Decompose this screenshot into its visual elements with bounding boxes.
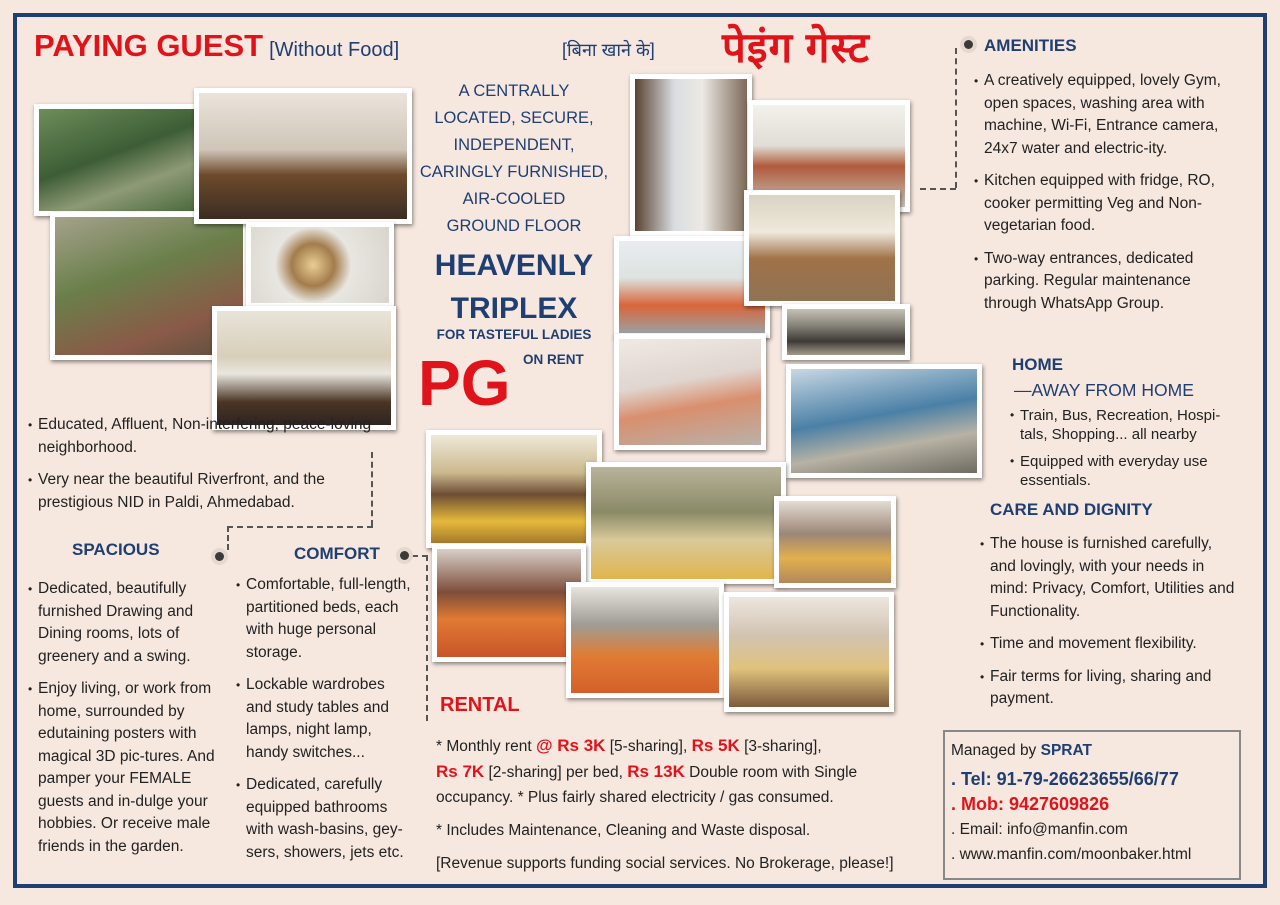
connector-line bbox=[920, 188, 956, 190]
website[interactable]: . www.manfin.com/moonbaker.html bbox=[951, 846, 1192, 863]
hindi-title: पेइंग गेस्ट bbox=[722, 24, 870, 71]
desc-line: CARINGLY FURNISHED, bbox=[419, 163, 609, 181]
pg-label: PG bbox=[418, 347, 511, 419]
list-item: • Kitchen equipped with fridge, RO, cooker permitting Veg and Non-vegetarian food. bbox=[974, 170, 1236, 238]
email[interactable]: . Email: info@manfin.com bbox=[951, 821, 1128, 838]
list-item: • Time and movement flexibility. bbox=[980, 633, 1238, 656]
list-item: • Dedicated, beautifully furnished Drawing and Dining rooms, lots of greenery and a swing. bbox=[28, 578, 218, 668]
neighborhood-list bbox=[28, 414, 400, 514]
mobile: . Mob: 9427609826 bbox=[951, 794, 1110, 814]
title-text: PAYING GUEST bbox=[34, 28, 264, 63]
bedroom-photo bbox=[432, 544, 586, 662]
dining-room-photo bbox=[212, 306, 396, 430]
list-item: • Educated, Affluent, Non-interfering, peace-loving neighborhood. bbox=[28, 414, 400, 459]
rental-text: [5-sharing], bbox=[605, 738, 692, 755]
list-item: • Dedicated, carefully equipped bathrooms with wash-basins, gey-sers, showers, jets etc. bbox=[236, 774, 412, 864]
rental-text: [2-sharing] per bed, bbox=[484, 764, 628, 781]
rental-text: Double room with Single occupancy. * Plus fairly shared electricity / gas consumed. bbox=[436, 764, 858, 806]
bedroom-photo bbox=[774, 496, 896, 588]
chandelier-photo bbox=[246, 222, 394, 308]
list-item: • A creatively equipped, lovely Gym, open spaces, washing area with machine, Wi-Fi, Entrance camera, 24x7 water and electric-ity. bbox=[974, 70, 1236, 160]
list-item: • The house is furnished carefully, and lovingly, with your needs in mind: Privacy, Comfort, Utilities and Functionality. bbox=[980, 533, 1238, 623]
page-title bbox=[34, 28, 399, 64]
bedroom-photo bbox=[724, 592, 894, 712]
desc-line: INDEPENDENT, bbox=[453, 136, 575, 154]
kitchen-photo bbox=[744, 190, 900, 306]
list-item: • Train, Bus, Recreation, Hospi-tals, Shopping... all nearby bbox=[1010, 406, 1246, 444]
desc-line: A CENTRALLY bbox=[458, 82, 570, 100]
section-dot bbox=[215, 552, 224, 561]
washing-area-photo bbox=[630, 74, 752, 236]
price-2-sharing: Rs 7K bbox=[436, 762, 485, 781]
tasteful-ladies: FOR TASTEFUL LADIES bbox=[436, 327, 592, 342]
telephone: . Tel: 91-79-26623655/66/77 bbox=[951, 769, 1179, 789]
connector-line bbox=[227, 526, 229, 550]
comfort-heading: COMFORT bbox=[294, 544, 380, 563]
price-5-sharing: @ Rs 3K bbox=[535, 736, 606, 755]
managed-by-name: SPRAT bbox=[1040, 742, 1093, 759]
hindi-subtitle: [बिना खाने के] bbox=[562, 40, 655, 60]
bedroom-photo bbox=[586, 462, 786, 584]
on-rent: ON RENT bbox=[523, 352, 584, 367]
bedroom-photo bbox=[566, 582, 724, 698]
comfort-list bbox=[236, 574, 412, 864]
riverfront-photo bbox=[786, 364, 982, 478]
desc-line: AIR-COOLED bbox=[462, 190, 566, 208]
rental-revenue-note: [Revenue supports funding social services. No Brokerage, please!] bbox=[436, 855, 894, 872]
section-dot bbox=[964, 40, 973, 49]
home-subheading: —AWAY FROM HOME bbox=[1014, 380, 1194, 400]
rental-details bbox=[436, 733, 932, 876]
heavenly-line: HEAVENLY bbox=[434, 249, 594, 282]
list-item: • Enjoy living, or work from home, surrounded by edutaining posters with magical 3D pic-tures. And pamper your FEMALE guests and in-dulge your hobbies. Or receive male friends in the garden. bbox=[28, 678, 218, 858]
amenities-list bbox=[974, 70, 1236, 315]
list-item: • Equipped with everyday use essentials. bbox=[1010, 452, 1246, 490]
title-subtitle: [Without Food] bbox=[269, 39, 400, 61]
list-item: • Comfortable, full-length, partitioned beds, each with huge personal storage. bbox=[236, 574, 412, 664]
home-list bbox=[1010, 406, 1246, 490]
rental-heading: RENTAL bbox=[440, 694, 520, 716]
care-list bbox=[980, 533, 1238, 711]
home-heading: HOME bbox=[1012, 355, 1063, 374]
connector-line bbox=[227, 526, 373, 528]
rental-text: [3-sharing], bbox=[739, 738, 822, 755]
amenities-heading: AMENITIES bbox=[984, 36, 1077, 55]
spacious-heading: SPACIOUS bbox=[72, 540, 160, 559]
connector-line bbox=[371, 452, 373, 526]
connector-line bbox=[955, 48, 957, 188]
rental-includes: * Includes Maintenance, Cleaning and Waste disposal. bbox=[436, 822, 811, 839]
price-double-room: Rs 13K bbox=[627, 762, 685, 781]
garden-photo bbox=[34, 104, 200, 216]
managed-by-label: Managed by bbox=[951, 742, 1041, 759]
bedroom-photo bbox=[426, 430, 602, 548]
parking-photo bbox=[782, 304, 910, 360]
rental-prices bbox=[436, 733, 932, 810]
rental-text: * Monthly rent bbox=[436, 738, 536, 755]
heavenly-line: TRIPLEX bbox=[450, 292, 578, 325]
desc-line: GROUND FLOOR bbox=[446, 217, 582, 235]
managed-by bbox=[951, 738, 1233, 763]
spacious-list bbox=[28, 578, 218, 858]
list-item: • Lockable wardrobes and study tables and lamps, night lamp, handy switches... bbox=[236, 674, 412, 764]
list-item: • Fair terms for living, sharing and payment. bbox=[980, 666, 1238, 711]
section-dot bbox=[400, 551, 409, 560]
price-3-sharing: Rs 5K bbox=[691, 736, 740, 755]
contact-box bbox=[943, 730, 1241, 880]
list-item: • Two-way entrances, dedicated parking. Regular maintenance through WhatsApp Group. bbox=[974, 248, 1236, 316]
care-heading: CARE AND DIGNITY bbox=[990, 500, 1153, 519]
bathroom-photo bbox=[614, 334, 766, 450]
living-room-photo bbox=[194, 88, 412, 224]
center-description bbox=[412, 78, 616, 240]
heavenly-triplex bbox=[412, 244, 616, 330]
desc-line: LOCATED, SECURE, bbox=[434, 109, 594, 127]
connector-line bbox=[426, 555, 428, 721]
list-item: • Very near the beautiful Riverfront, and the prestigious NID in Paldi, Ahmedabad. bbox=[28, 469, 400, 514]
